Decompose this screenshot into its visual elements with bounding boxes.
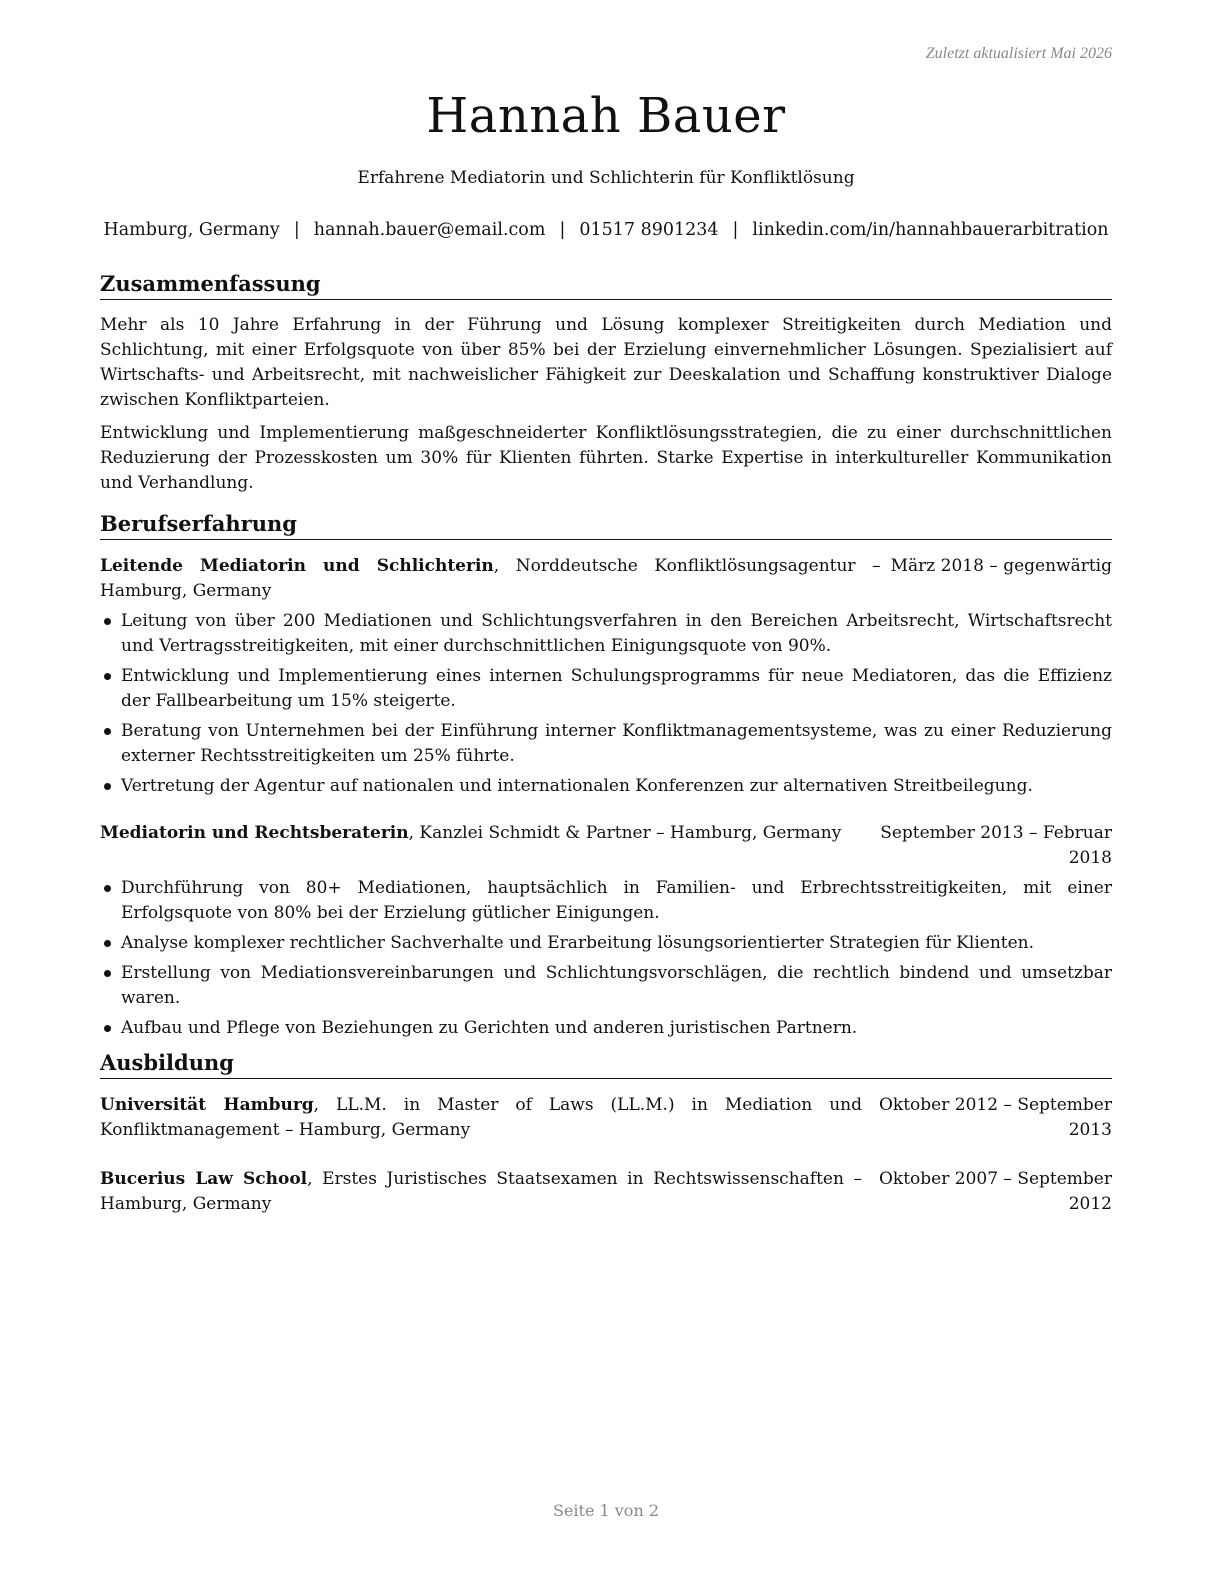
bullet-item: Leitung von über 200 Mediationen und Schlichtungsverfahren in den Bereichen Arbeitsrecht, Wirtschaftsrecht und Vertragsstreitigkeiten, mit einer durchschnittlichen Einigungsquote von 90%. bbox=[100, 609, 1112, 659]
job-title-line bbox=[100, 821, 857, 846]
summary-paragraph: Entwicklung und Implementierung maßgeschneiderter Konfliktlösungsstrategien, die zu einer durchschnittlichen Reduzierung der Prozesskosten um 30% für Klienten führten. Starke Expertise in interkultureller Kommunikation und Verhandlung. bbox=[100, 423, 1112, 493]
education-section bbox=[100, 1049, 1112, 1217]
contact-location: Hamburg, Germany bbox=[103, 220, 280, 240]
job-header bbox=[100, 554, 1112, 604]
education-school: Bucerius Law School bbox=[100, 1169, 308, 1189]
job-bullets bbox=[100, 609, 1112, 799]
education-entry bbox=[100, 1093, 1112, 1143]
job-header bbox=[100, 821, 1112, 871]
job-title-line bbox=[100, 554, 881, 604]
contact-email: hannah.bauer@email.com bbox=[313, 220, 546, 240]
summary-section bbox=[100, 270, 1112, 496]
resume-page bbox=[100, 0, 1112, 1584]
section-title-experience: Berufserfahrung bbox=[100, 510, 1112, 540]
section-title-education: Ausbildung bbox=[100, 1049, 1112, 1079]
education-header bbox=[100, 1167, 1112, 1217]
bullet-item: Vertretung der Agentur auf nationalen und internationalen Konferenzen zur alternativen Streitbeilegung. bbox=[100, 774, 1112, 799]
education-entry bbox=[100, 1167, 1112, 1217]
contact-separator: | bbox=[732, 220, 739, 240]
resume-body bbox=[100, 270, 1112, 1217]
contact-linkedin: linkedin.com/in/hannahbauerarbitration bbox=[752, 220, 1109, 240]
bullet-item: Analyse komplexer rechtlicher Sachverhalte und Erarbeitung lösungsorientierter Strategien für Klienten. bbox=[100, 931, 1112, 956]
education-dates: Oktober 2012 – September 2013 bbox=[878, 1095, 1112, 1140]
education-detail: , LL.M. in Master of Laws (LL.M.) in Mediation und Konfliktmanagement – Hamburg, Germany bbox=[100, 1095, 862, 1140]
job-dates: September 2013 – Februar 2018 bbox=[880, 823, 1112, 868]
contact-phone: 01517 8901234 bbox=[579, 220, 719, 240]
job-organization: , Norddeutsche Konfliktlösungsagentur – Hamburg, Germany bbox=[100, 556, 881, 601]
education-dates: Oktober 2007 – September 2012 bbox=[878, 1169, 1112, 1214]
job-dates: März 2018 – gegenwärtig bbox=[890, 556, 1112, 576]
contact-line bbox=[100, 220, 1112, 240]
job-role: Leitende Mediatorin und Schlichterin bbox=[100, 556, 494, 576]
education-detail: , Erstes Juristisches Staatsexamen in Rechtswissenschaften – Hamburg, Germany bbox=[100, 1169, 862, 1214]
bullet-item: Beratung von Unternehmen bei der Einführung interner Konfliktmanagementsysteme, was zu einer Reduzierung externer Rechtsstreitigkeiten um 25% führte. bbox=[100, 719, 1112, 769]
bullet-item: Aufbau und Pflege von Beziehungen zu Gerichten und anderen juristischen Partnern. bbox=[100, 1016, 1112, 1041]
experience-section bbox=[100, 510, 1112, 1041]
bullet-item: Erstellung von Mediationsvereinbarungen und Schlichtungsvorschlägen, die rechtlich bindend und umsetzbar waren. bbox=[100, 961, 1112, 1011]
education-title-line bbox=[100, 1093, 862, 1143]
bullet-item: Entwicklung und Implementierung eines internen Schulungsprogramms für neue Mediatoren, das die Effizienz der Fallbearbeitung um 15% steigerte. bbox=[100, 664, 1112, 714]
job-bullets bbox=[100, 876, 1112, 1041]
job-organization: , Kanzlei Schmidt & Partner – Hamburg, Germany bbox=[408, 823, 842, 843]
page-number: Seite 1 von 2 bbox=[552, 1501, 660, 1520]
section-title-summary: Zusammenfassung bbox=[100, 270, 1112, 300]
job-role: Mediatorin und Rechtsberaterin bbox=[100, 823, 409, 843]
job-entry bbox=[100, 554, 1112, 799]
contact-separator: | bbox=[559, 220, 566, 240]
last-updated-note: Zuletzt aktualisiert Mai 2026 bbox=[925, 45, 1112, 62]
summary-paragraph: Mehr als 10 Jahre Erfahrung in der Führung und Lösung komplexer Streitigkeiten durch Mediation und Schlichtung, mit einer Erfolgsquote von über 85% bei der Erzielung einvernehmlicher Lösungen. Spezialisiert auf Wirtschafts- und Arbeitsrecht, mit nachweislicher Fähigkeit zur Deeskalation und Schaffung konstruktiver Dialoge zwischen Konfliktparteien. bbox=[100, 315, 1112, 410]
education-title-line bbox=[100, 1167, 862, 1217]
job-entry bbox=[100, 821, 1112, 1041]
education-header bbox=[100, 1093, 1112, 1143]
candidate-tagline: Erfahrene Mediatorin und Schlichterin für Konfliktlösung bbox=[357, 168, 855, 188]
education-school: Universität Hamburg bbox=[100, 1095, 314, 1115]
contact-separator: | bbox=[293, 220, 300, 240]
candidate-name: Hannah Bauer bbox=[426, 88, 786, 144]
bullet-item: Durchführung von 80+ Mediationen, hauptsächlich in Familien- und Erbrechtsstreitigkeiten, mit einer Erfolgsquote von 80% bei der Erzielung gütlicher Einigungen. bbox=[100, 876, 1112, 926]
